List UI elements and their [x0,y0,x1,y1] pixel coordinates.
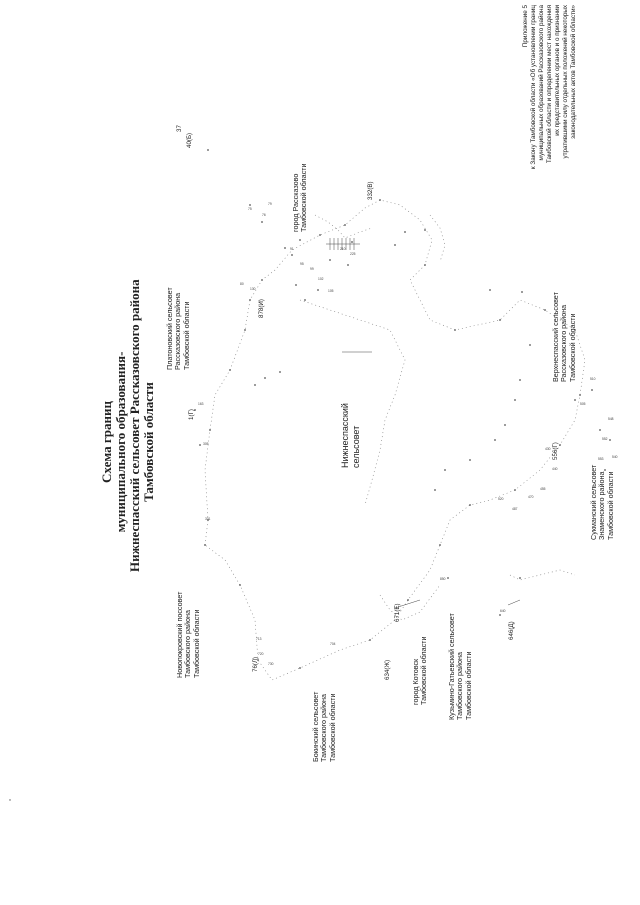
region-line: Новопокровский поссовет [175,591,184,678]
map-title [99,279,156,572]
region-line: Знаменского района [597,471,607,540]
region-kuzmino-gatievsky [448,613,473,720]
region-line: Тамбовской области [419,636,429,705]
appendix-line: к Закону Тамбовской области «Об установлении границ [530,5,537,170]
svg-text:552: 552 [602,437,608,441]
svg-text:430: 430 [545,447,551,451]
point-label: 878(И) [258,299,265,318]
svg-text:720: 720 [258,652,264,656]
region-line: Бокинский сельсовет [311,691,320,762]
title-line: Схема границ [99,401,114,483]
region-line: Тамбовской области [191,609,201,678]
point-label: 332(В) [367,181,374,200]
region-line: город Рассказово [291,173,300,232]
title-line: муниципального образования- [113,351,128,533]
svg-text:440: 440 [552,467,558,471]
southwest-boundary [380,585,440,620]
region-kotovsk [412,637,429,706]
appendix-line: муниципальных образований Рассказовского района [538,5,545,161]
region-platonovsky [166,287,191,370]
point-label: 556(Г) [552,442,559,460]
point-label: 37 [176,125,183,132]
region-sukmansky [590,465,615,540]
svg-text:510: 510 [590,377,596,381]
svg-text:80: 80 [240,282,244,286]
svg-text:505: 505 [580,402,586,406]
svg-text:130: 130 [250,287,256,291]
region-line: Тамбовской области [463,651,473,720]
point-label: 634(Ж) [384,659,391,680]
svg-text:225: 225 [350,252,356,256]
svg-text:713: 713 [256,637,262,641]
region-line: Рассказовского района [173,292,183,370]
east-boundary [430,215,445,262]
svg-text:487: 487 [512,507,518,511]
appendix-line: законодательных актов Тамбовской области» [570,5,577,139]
svg-text:163: 163 [198,402,204,406]
point-label: 1(Г) [188,409,195,420]
appendix-line: их представительных органов и о признании [554,5,561,136]
svg-text:210: 210 [340,247,346,251]
svg-text:75: 75 [248,207,252,211]
region-line: Нижнеспасский [340,403,350,468]
point-label: 76(Л) [252,656,259,672]
region-verkhnespassky [552,292,577,382]
svg-text:99: 99 [310,267,314,271]
appendix-line: утратившими силу отдельных положений некоторых [562,5,569,159]
svg-text:850: 850 [440,577,446,581]
svg-text:91: 91 [290,247,294,251]
svg-text:540: 540 [612,455,618,459]
appendix-line: Приложение 5 [522,5,529,48]
region-line: Тамбовской области [605,471,615,540]
svg-text:305: 305 [203,442,209,446]
region-line: Тамбовского района [183,609,193,678]
svg-text:730: 730 [268,662,274,666]
region-nizhnespassky [340,403,361,468]
region-line: Тамбовского района [455,651,465,720]
region-line: Сукманский сельсовет [589,464,598,540]
region-line: Тамбовской области [181,301,191,370]
region-line: Тамбовского района [319,693,329,762]
region-line: Тамбовской области [299,163,309,232]
point-label: 646(Д) [508,621,515,640]
region-line: Тамбовской области [327,693,337,762]
svg-text:102: 102 [318,277,324,281]
region-line: город Котовск [411,658,420,705]
svg-text:520: 520 [498,497,504,501]
svg-text:76: 76 [262,213,266,217]
svg-text:105: 105 [328,289,334,293]
region-novopokrovsky [176,592,201,678]
region-bokinsky [312,692,337,762]
region-line: Тамбовской области [567,313,577,382]
svg-text:470: 470 [528,495,534,499]
title-line: Тамбовской области [141,382,156,502]
point-label: 40(Б) [186,132,193,148]
rasskazovo-boundary [315,215,372,238]
svg-text:548: 548 [608,417,614,421]
appendix-line: Тамбовской области и определении мест нахождения [546,5,553,164]
vertex-numbers [198,202,618,666]
svg-text:704: 704 [330,642,336,646]
region-line: сельсовет [350,425,361,468]
region-line: Верхнеспасский сельсовет [551,292,560,382]
title-line: Нижнеспасский сельсовет Рассказовского района [127,279,142,572]
region-rasskazovo [292,164,309,233]
appendix-note [522,5,578,200]
point-label: 671(Е) [394,603,401,622]
svg-text:79: 79 [268,202,272,206]
svg-text:95: 95 [300,262,304,266]
region-line: Кузьмино-Гатьевский сельсовет [447,613,456,720]
region-line: Рассказовского района [559,304,569,382]
svg-text:331: 331 [205,517,211,521]
svg-text:455: 455 [540,487,546,491]
svg-text:553: 553 [598,457,604,461]
svg-text:640: 640 [500,609,506,613]
region-line: Платоновский сельсовет [165,287,174,370]
